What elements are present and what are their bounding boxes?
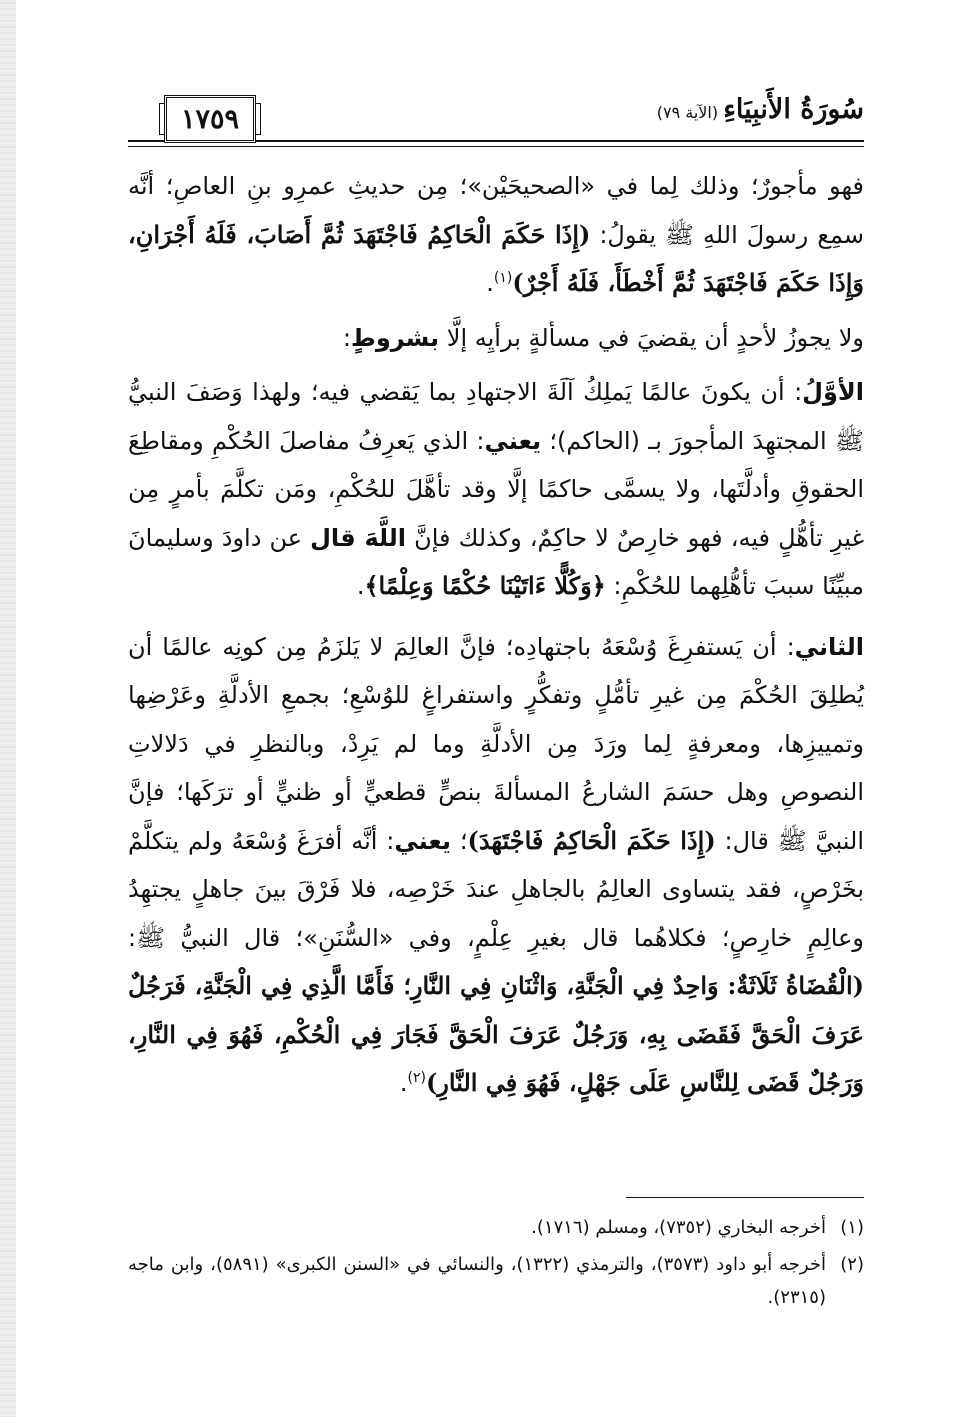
running-title	[649, 94, 864, 125]
footnote-ref: (١)	[493, 270, 513, 286]
paragraph-1: فهو مأجورٌ؛ وذلك لِما في «الصحيحَيْن»؛ مِن حديثِ عمرِو بنِ العاصِ؛ أنَّه سمِع رسولَ اللهِ ﷺ يقولُ: (إِذَا حَكَمَ الْحَاكِمُ فَاجْتَهَدَ ثُمَّ أَصَابَ، فَلَهُ أَجْرَانِ، وَإِذَا حَكَمَ فَاجْتَهَدَ ثُمَّ أَخْطَأَ، فَلَهُ أَجْرٌ)$^{(١)}$.	[128, 172, 864, 297]
paragraph-3: الأوَّلُ: أن يكونَ عالمًا يَملِكُ آلَةَ الاجتهادِ بما يَقضي فيه؛ ولهذا وَصَفَ النبيُّ ﷺ المجتهِدَ المأجورَ بـ (الحاكم)؛ يعني: الذي يَعرِفُ مفاصلَ الحُكْمِ ومقاطِعَ الحقوقِ وأدلَّتَها، ولا يسمَّى حاكمًا إلَّا وقد تأهَّلَ للحُكْمِ، ومَن تكلَّمَ بأمرٍ مِن غيرِ تأهُّلٍ فيه، فهو خارِصٌ لا حاكِمٌ، وكذلك فإنَّ اللَّهَ قال عن داودَ وسليمانَ مبيِّنًا سببَ تأهُّلِهما للحُكْمِ: ﴿وَكُلًّا ءَاتَيْنَا حُكْمًا وَعِلْمًا﴾.	[128, 378, 865, 600]
footnote-separator	[626, 1197, 864, 1198]
paragraph-4: الثاني: أن يَستفرِغَ وُسْعَهُ باجتهادِه؛ فإنَّ العالِمَ لا يَلزَمُ مِن كونِه عالمًا أن يُطلِقَ الحُكْمَ مِن غيرِ تأمُّلٍ وتفكُّرٍ واستفراغٍ للوُسْعِ؛ بجمعِ الأدلَّةِ وعَرْضِها وتمييزِها، ومعرفةٍ لِما ورَدَ مِن الأدلَّةِ وما لم يَرِدْ، وبالنظرِ في دَلالاتِ النصوصِ وهل حسَمَ الشارعُ المسألةَ بنصٍّ قطعيٍّ أو ظنيٍّ أو ترَكَها؛ فإنَّ النبيَّ ﷺ قال: (إِذَا حَكَمَ الْحَاكِمُ فَاجْتَهَدَ)؛ يعني: أنَّه أفرَغَ وُسْعَهُ ولم يتكلَّمْ بخَرْصٍ، فقد يتساوى العالِمُ بالجاهلِ عندَ خَرْصِه، فلا فَرْقَ بينَ جاهلٍ يجتهِدُ وعالِمٍ خارِصٍ؛ فكلاهُما قال بغيرِ عِلْمٍ، وفي «السُّنَنِ»؛ قال النبيُّ ﷺ: (الْقُضَاةُ ثَلَاثَةٌ: وَاحِدٌ فِي الْجَنَّةِ، وَاثْنَانِ فِي النَّارِ؛ فَأَمَّا الَّذِي فِي الْجَنَّةِ، فَرَجُلٌ عَرَفَ الْحَقَّ فَقَضَى بِهِ، وَرَجُلٌ عَرَفَ الْحَقَّ فَجَارَ فِي الْحُكْمِ، فَهُوَ فِي النَّارِ، وَرَجُلٌ قَضَى لِلنَّاسِ عَلَى جَهْلٍ، فَهُوَ فِي النَّارِ)$^{(٢)}$.	[128, 632, 864, 1097]
footnote-ref: (٢)	[407, 1070, 426, 1086]
footnote-number: (٢)	[840, 1254, 864, 1275]
footnotes	[128, 1211, 864, 1318]
footnote-text: أخرجه أبو داود (٣٥٧٣)، والترمذي (١٣٢٢)، والنسائي في «السنن الكبرى» (٥٨٩١)، وابن ماجه (٢٣١٥).	[128, 1254, 826, 1308]
section-label: الأوَّلُ	[802, 378, 864, 406]
hadith-quote: (إِذَا حَكَمَ الْحَاكِمُ فَاجْتَهَدَ ثُمَّ أَصَابَ، فَلَهُ أَجْرَانِ، وَإِذَا حَكَمَ فَاجْتَهَدَ ثُمَّ أَخْطَأَ، فَلَهُ أَجْرٌ)	[128, 219, 864, 297]
footnote-number: (١)	[840, 1217, 864, 1238]
page-header	[128, 80, 864, 150]
surah-title: سُورَةُ الأَنبِيَاءِ	[723, 94, 864, 125]
footnote	[128, 1248, 864, 1314]
page-number: ١٧٥٩	[164, 95, 256, 143]
footnote	[128, 1211, 864, 1244]
quran-verse: ﴿وَكُلًّا ءَاتَيْنَا حُكْمًا وَعِلْمًا﴾	[364, 571, 606, 600]
hadith-quote: (الْقُضَاةُ ثَلَاثَةٌ: وَاحِدٌ فِي الْجَنَّةِ، وَاثْنَانِ فِي النَّارِ؛ فَأَمَّا الَّذِي فِي الْجَنَّةِ، فَرَجُلٌ عَرَفَ الْحَقَّ فَقَضَى بِهِ، وَرَجُلٌ عَرَفَ الْحَقَّ فَجَارَ فِي الْحُكْمِ، فَهُوَ فِي النَّارِ، وَرَجُلٌ قَضَى لِلنَّاسِ عَلَى جَهْلٍ، فَهُوَ فِي النَّارِ)	[128, 971, 864, 1097]
page-edge	[0, 0, 16, 1417]
header-rule-thin	[128, 146, 864, 147]
hadith-quote: (إِذَا حَكَمَ الْحَاكِمُ فَاجْتَهَدَ)	[467, 825, 716, 855]
paragraph-2: ولا يجوزُ لأحدٍ أن يقضيَ في مسألةٍ برأيِه إلَّا بشروطٍ:	[342, 323, 864, 352]
footnote-text: أخرجه البخاري (٧٣٥٢)، ومسلم (١٧١٦).	[531, 1217, 826, 1238]
main-text	[128, 162, 864, 1108]
ayah-label: (الآية ٧٩)	[656, 103, 719, 122]
section-label: الثاني	[794, 632, 864, 661]
